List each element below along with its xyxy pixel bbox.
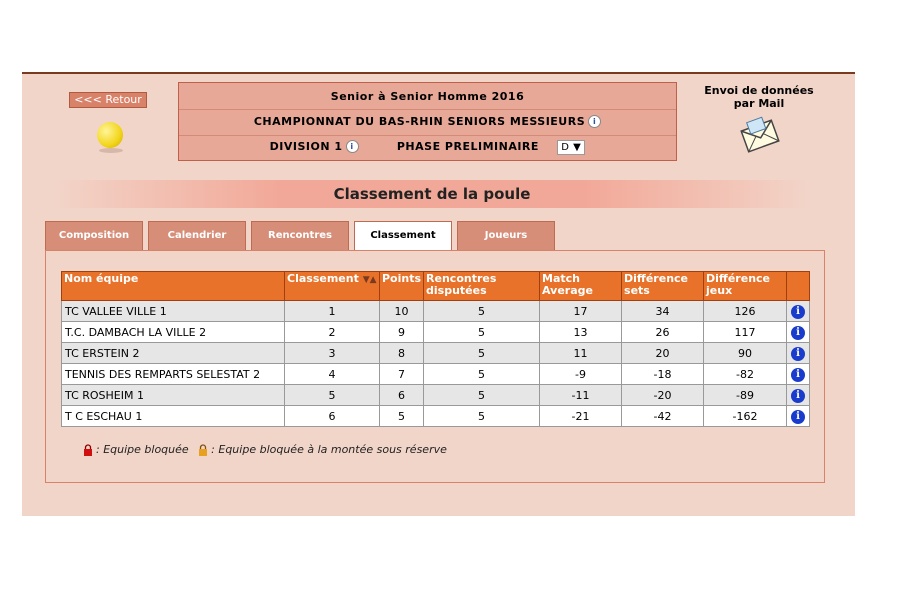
- games-cell: -82: [704, 364, 787, 385]
- competition-header: [178, 82, 677, 161]
- division-info-icon[interactable]: i: [346, 140, 359, 153]
- info-cell: [787, 385, 810, 406]
- table-row: [62, 301, 810, 322]
- games-cell: 126: [704, 301, 787, 322]
- points-cell: 7: [380, 364, 424, 385]
- tab-joueurs[interactable]: Joueurs: [457, 221, 555, 250]
- average-cell: 13: [540, 322, 622, 343]
- tennis-ball-shadow: [99, 148, 123, 153]
- legend-locked: : Equipe bloquée: [96, 443, 189, 456]
- average-cell: 11: [540, 343, 622, 364]
- tab-calendrier[interactable]: Calendrier: [148, 221, 246, 250]
- rank-cell: 2: [285, 322, 380, 343]
- info-cell: [787, 301, 810, 322]
- table-row: [62, 343, 810, 364]
- played-cell: 5: [424, 343, 540, 364]
- rank-cell: 6: [285, 406, 380, 427]
- average-cell: -21: [540, 406, 622, 427]
- page-title: Classement de la poule: [333, 185, 531, 203]
- col-rank[interactable]: Classement ▼▲: [285, 272, 380, 301]
- category-title: Senior à Senior Homme 2016: [330, 90, 525, 103]
- team-info-icon[interactable]: i: [791, 410, 805, 424]
- played-cell: 5: [424, 385, 540, 406]
- division-phase-row: [179, 140, 676, 155]
- games-cell: 117: [704, 322, 787, 343]
- tennis-ball-icon: [97, 122, 123, 148]
- tab-composition[interactable]: Composition: [45, 221, 143, 250]
- ranking-table: [61, 271, 810, 427]
- played-cell: 5: [424, 322, 540, 343]
- team-name-cell: T.C. DAMBACH LA VILLE 2: [62, 322, 285, 343]
- rank-cell: 5: [285, 385, 380, 406]
- championship-label: CHAMPIONNAT DU BAS-RHIN SENIORS MESSIEURS: [253, 115, 586, 128]
- team-name-cell: TENNIS DES REMPARTS SELESTAT 2: [62, 364, 285, 385]
- table-row: [62, 385, 810, 406]
- table-header-row: [62, 272, 810, 301]
- info-icon[interactable]: i: [588, 115, 601, 128]
- average-cell: -9: [540, 364, 622, 385]
- mail-label: Envoi de données par Mail: [704, 84, 814, 110]
- tab-classement[interactable]: Classement: [354, 221, 452, 252]
- col-info: [787, 272, 810, 301]
- table-row: [62, 406, 810, 427]
- table-row: [62, 322, 810, 343]
- sort-icon[interactable]: ▼▲: [362, 275, 377, 285]
- team-info-icon[interactable]: i: [791, 305, 805, 319]
- col-sets: Différence sets: [622, 272, 704, 301]
- points-cell: 5: [380, 406, 424, 427]
- played-cell: 5: [424, 301, 540, 322]
- team-name-cell: TC ROSHEIM 1: [62, 385, 285, 406]
- sets-cell: 26: [622, 322, 704, 343]
- team-name-cell: T C ESCHAU 1: [62, 406, 285, 427]
- col-team: Nom équipe: [62, 272, 285, 301]
- played-cell: 5: [424, 364, 540, 385]
- info-cell: [787, 322, 810, 343]
- championship-title: [179, 115, 676, 128]
- envelope-icon[interactable]: [740, 116, 780, 156]
- col-average: Match Average: [540, 272, 622, 301]
- team-info-icon[interactable]: i: [791, 326, 805, 340]
- main-panel: [22, 72, 855, 516]
- back-button[interactable]: <<< Retour: [69, 92, 147, 108]
- orange-lock-icon: [198, 444, 208, 456]
- sets-cell: -42: [622, 406, 704, 427]
- points-cell: 8: [380, 343, 424, 364]
- sets-cell: -20: [622, 385, 704, 406]
- legend: [83, 443, 447, 456]
- info-cell: [787, 406, 810, 427]
- rank-cell: 1: [285, 301, 380, 322]
- tab-content: [45, 250, 825, 483]
- red-lock-icon: [83, 444, 93, 456]
- team-info-icon[interactable]: i: [791, 368, 805, 382]
- legend-locked-reserve: : Equipe bloquée à la montée sous réserve: [211, 443, 447, 456]
- chevron-down-icon: ▼: [573, 142, 582, 153]
- games-cell: -162: [704, 406, 787, 427]
- games-cell: -89: [704, 385, 787, 406]
- col-points: Points: [380, 272, 424, 301]
- sets-cell: 20: [622, 343, 704, 364]
- points-cell: 9: [380, 322, 424, 343]
- team-name-cell: TC ERSTEIN 2: [62, 343, 285, 364]
- col-played: Rencontres disputées: [424, 272, 540, 301]
- games-cell: 90: [704, 343, 787, 364]
- points-cell: 10: [380, 301, 424, 322]
- team-info-icon[interactable]: i: [791, 347, 805, 361]
- rank-cell: 3: [285, 343, 380, 364]
- poule-select[interactable]: D ▼: [557, 140, 585, 155]
- points-cell: 6: [380, 385, 424, 406]
- average-cell: 17: [540, 301, 622, 322]
- info-cell: [787, 364, 810, 385]
- played-cell: 5: [424, 406, 540, 427]
- team-info-icon[interactable]: i: [791, 389, 805, 403]
- sets-cell: 34: [622, 301, 704, 322]
- division-label: DIVISION 1: [269, 140, 343, 153]
- sets-cell: -18: [622, 364, 704, 385]
- phase-label: PHASE PRELIMINAIRE: [396, 140, 539, 153]
- col-games: Différence jeux: [704, 272, 787, 301]
- average-cell: -11: [540, 385, 622, 406]
- title-bar: [52, 180, 812, 208]
- info-cell: [787, 343, 810, 364]
- rank-cell: 4: [285, 364, 380, 385]
- team-name-cell: TC VALLEE VILLE 1: [62, 301, 285, 322]
- tab-rencontres[interactable]: Rencontres: [251, 221, 349, 250]
- table-row: [62, 364, 810, 385]
